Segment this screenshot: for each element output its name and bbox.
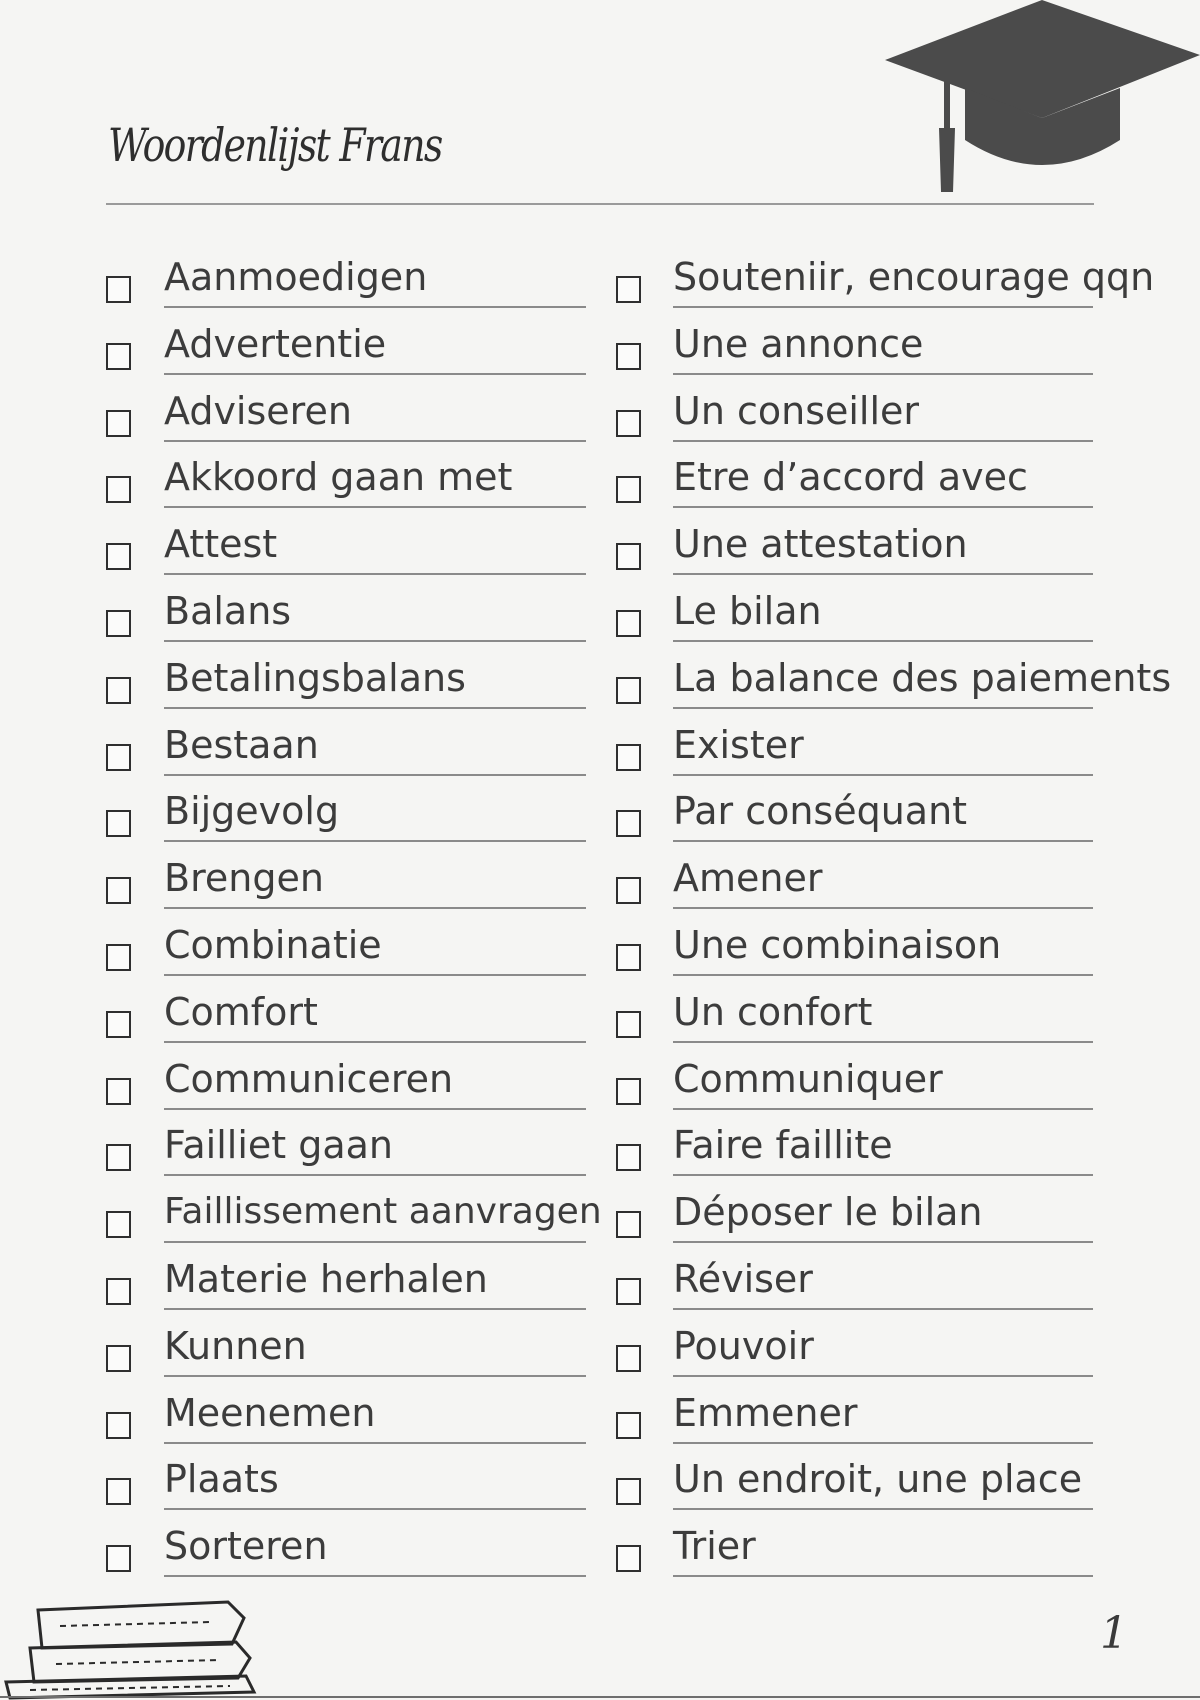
dutch-word: Brengen [164, 856, 324, 901]
answer-line [673, 774, 1093, 776]
dutch-word: Sorteren [164, 1524, 328, 1569]
checkbox-french[interactable] [616, 1412, 641, 1439]
french-word: Etre d’accord avec [673, 455, 1028, 500]
french-word: Pouvoir [673, 1323, 814, 1368]
list-item [0, 1252, 1200, 1318]
answer-line [164, 440, 586, 442]
answer-line [164, 774, 586, 776]
dutch-word: Combinatie [164, 923, 382, 967]
checkbox-dutch[interactable] [106, 810, 131, 837]
list-item [0, 1118, 1200, 1184]
answer-line [673, 1174, 1093, 1176]
dutch-word: Balans [164, 589, 292, 633]
checkbox-french[interactable] [616, 810, 641, 837]
list-item [0, 851, 1200, 917]
checkbox-dutch[interactable] [106, 343, 131, 370]
checkbox-dutch[interactable] [106, 1412, 131, 1439]
list-item [0, 1386, 1200, 1452]
dutch-word: Betalingsbalans [164, 655, 466, 700]
answer-line [164, 1375, 586, 1377]
checkbox-french[interactable] [616, 276, 641, 303]
dutch-word: Comfort [164, 989, 318, 1034]
answer-line [673, 1442, 1093, 1444]
dutch-word: Bestaan [164, 722, 319, 767]
checkbox-french[interactable] [616, 410, 641, 437]
answer-line [673, 640, 1093, 642]
checkbox-french[interactable] [616, 1345, 641, 1372]
answer-line [164, 573, 586, 575]
list-item [0, 517, 1200, 583]
page-number: 1 [1100, 1608, 1128, 1659]
french-word: Souteniir, encourage qqn [673, 255, 1155, 299]
checkbox-dutch[interactable] [106, 1345, 131, 1372]
answer-line [673, 1241, 1093, 1243]
french-word: Réviser [673, 1257, 813, 1301]
french-word: Une attestation [673, 522, 968, 567]
answer-line [164, 640, 586, 642]
checkbox-french[interactable] [616, 1545, 641, 1572]
french-word: Déposer le bilan [673, 1190, 983, 1235]
french-word: Emmener [673, 1390, 858, 1435]
checkbox-french[interactable] [616, 1011, 641, 1038]
answer-line [673, 506, 1093, 508]
answer-line [164, 707, 586, 709]
answer-line [164, 506, 586, 508]
checkbox-french[interactable] [616, 944, 641, 971]
dutch-word: Materie herhalen [164, 1257, 488, 1301]
checkbox-dutch[interactable] [106, 944, 131, 971]
answer-line [673, 974, 1093, 976]
checkbox-french[interactable] [616, 877, 641, 904]
dutch-word: Faillissement aanvragen [164, 1191, 602, 1233]
answer-line [164, 1241, 586, 1243]
checkbox-french[interactable] [616, 677, 641, 704]
checkbox-dutch[interactable] [106, 677, 131, 704]
answer-line [164, 1174, 586, 1176]
checkbox-french[interactable] [616, 343, 641, 370]
checkbox-dutch[interactable] [106, 877, 131, 904]
french-word: Communiquer [673, 1056, 943, 1101]
answer-line [673, 1108, 1093, 1110]
checkbox-french[interactable] [616, 1211, 641, 1238]
checkbox-french[interactable] [616, 1478, 641, 1505]
list-item [0, 384, 1200, 450]
answer-line [164, 1308, 586, 1310]
title-divider [106, 203, 1094, 205]
french-word: Une annonce [673, 321, 924, 366]
checkbox-dutch[interactable] [106, 1545, 131, 1572]
stacked-books-icon [0, 1596, 260, 1700]
answer-line [164, 1575, 586, 1577]
checkbox-french[interactable] [616, 1278, 641, 1305]
answer-line [164, 907, 586, 909]
dutch-word: Plaats [164, 1457, 279, 1502]
footer-divider [0, 1696, 1200, 1698]
checkbox-dutch[interactable] [106, 610, 131, 637]
list-item [0, 985, 1200, 1051]
checkbox-dutch[interactable] [106, 1478, 131, 1505]
dutch-word: Failliet gaan [164, 1123, 394, 1168]
checkbox-french[interactable] [616, 476, 641, 503]
list-item [0, 918, 1200, 984]
answer-line [164, 373, 586, 375]
checkbox-dutch[interactable] [106, 1278, 131, 1305]
checkbox-dutch[interactable] [106, 476, 131, 503]
list-item [0, 1519, 1200, 1585]
list-item [0, 317, 1200, 383]
dutch-word: Advertentie [164, 321, 387, 366]
list-item [0, 784, 1200, 850]
dutch-word: Kunnen [164, 1323, 307, 1368]
dutch-word: Adviseren [164, 388, 352, 433]
list-item [0, 1319, 1200, 1385]
answer-line [673, 707, 1093, 709]
checkbox-dutch[interactable] [106, 1078, 131, 1105]
checkbox-dutch[interactable] [106, 1144, 131, 1171]
list-item [0, 1185, 1200, 1251]
french-word: Une combinaison [673, 923, 1002, 967]
checkbox-dutch[interactable] [106, 744, 131, 771]
checkbox-french[interactable] [616, 543, 641, 570]
french-word: Par conséquant [673, 789, 968, 834]
answer-line [673, 1575, 1093, 1577]
list-item [0, 651, 1200, 717]
checkbox-dutch[interactable] [106, 1011, 131, 1038]
answer-line [673, 373, 1093, 375]
answer-line [164, 1442, 586, 1444]
answer-line [673, 573, 1093, 575]
dutch-word: Bijgevolg [164, 789, 340, 834]
checkbox-french[interactable] [616, 610, 641, 637]
answer-line [164, 1041, 586, 1043]
page-title: Woordenlijst Frans [108, 118, 442, 172]
checkbox-dutch[interactable] [106, 276, 131, 303]
french-word: Faire faillite [673, 1123, 893, 1168]
checkbox-french[interactable] [616, 1144, 641, 1171]
french-word: Un endroit, une place [673, 1457, 1083, 1502]
answer-line [673, 1041, 1093, 1043]
french-word: Trier [673, 1524, 756, 1569]
dutch-word: Akkoord gaan met [164, 455, 513, 500]
list-item [0, 584, 1200, 650]
french-word: La balance des paiements [673, 655, 1172, 700]
french-word: Un confort [673, 989, 873, 1034]
answer-line [164, 306, 586, 308]
checkbox-dutch[interactable] [106, 1211, 131, 1238]
dutch-word: Attest [164, 522, 278, 567]
french-word: Amener [673, 856, 823, 901]
answer-line [673, 1308, 1093, 1310]
answer-line [164, 1508, 586, 1510]
list-item [0, 1052, 1200, 1118]
answer-line [164, 974, 586, 976]
answer-line [164, 840, 586, 842]
french-word: Un conseiller [673, 388, 920, 433]
dutch-word: Meenemen [164, 1390, 376, 1435]
checkbox-dutch[interactable] [106, 410, 131, 437]
french-word: Le bilan [673, 589, 822, 633]
list-item [0, 718, 1200, 784]
answer-line [673, 1508, 1093, 1510]
answer-line [673, 306, 1093, 308]
answer-line [164, 1108, 586, 1110]
graduation-cap-icon [885, 0, 1200, 200]
list-item [0, 1452, 1200, 1518]
checkbox-french[interactable] [616, 744, 641, 771]
checkbox-french[interactable] [616, 1078, 641, 1105]
list-item [0, 450, 1200, 516]
answer-line [673, 440, 1093, 442]
dutch-word: Aanmoedigen [164, 255, 428, 299]
dutch-word: Communiceren [164, 1056, 454, 1101]
french-word: Exister [673, 722, 804, 767]
answer-line [673, 840, 1093, 842]
checkbox-dutch[interactable] [106, 543, 131, 570]
list-item [0, 250, 1200, 316]
answer-line [673, 1375, 1093, 1377]
answer-line [673, 907, 1093, 909]
